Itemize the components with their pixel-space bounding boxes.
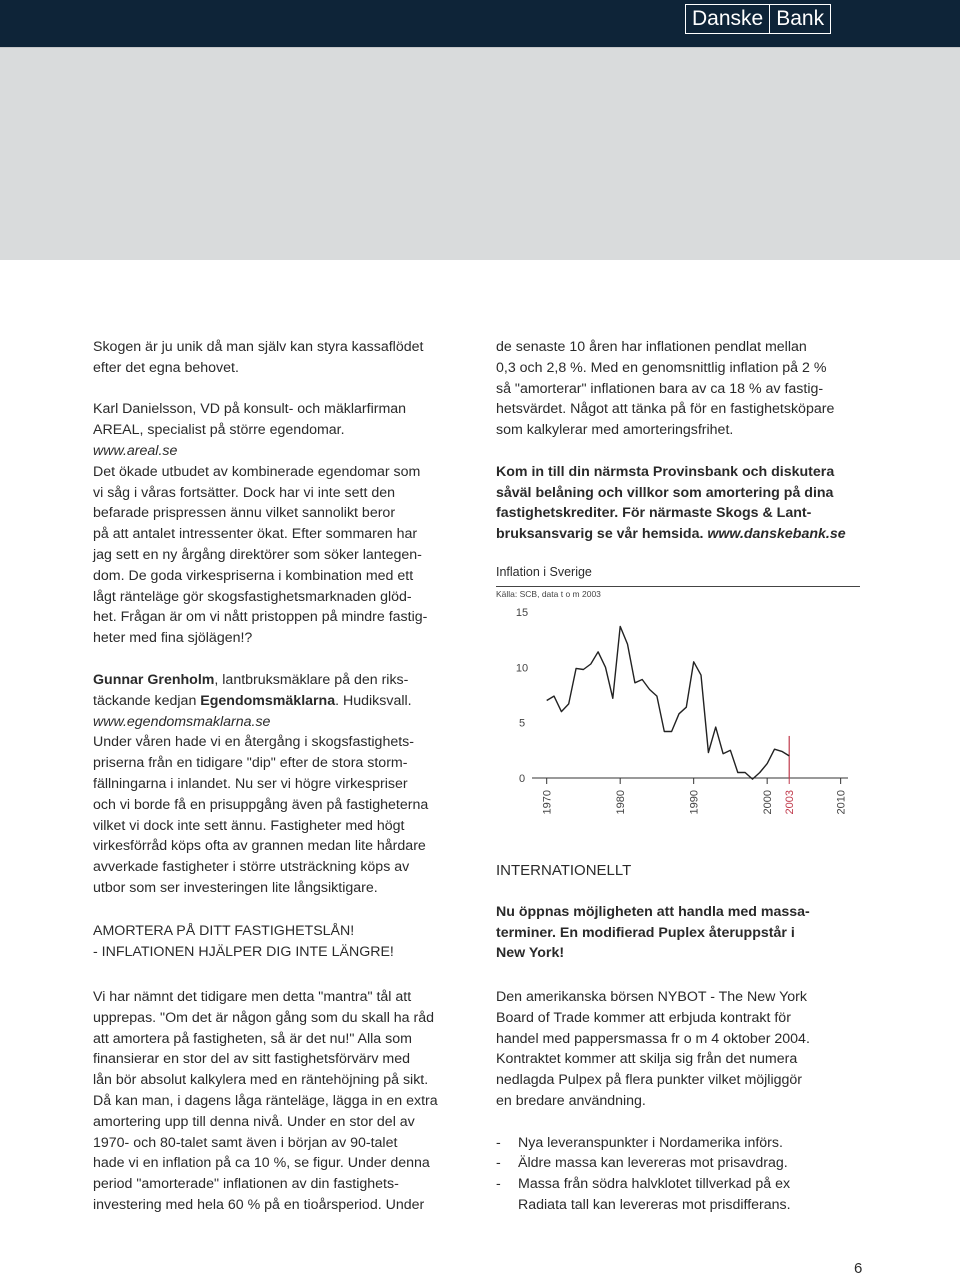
x-tick-label: 1990 (688, 790, 701, 815)
danskebank-link[interactable]: www.danskebank.se (707, 526, 846, 543)
paragraph-line: avverkade fastigheter i större utsträckning köps av (93, 859, 410, 876)
list-item: - Nya leveranspunkter i Nordamerika införs. (496, 1133, 876, 1154)
inflation-series-line (547, 626, 790, 779)
paragraph-line: Det ökade utbudet av kombinerade egendomar som (93, 463, 421, 480)
section-title: INTERNATIONELLT (496, 862, 632, 879)
list-item: - Äldre massa kan levereras mot prisavdrag. (496, 1153, 876, 1174)
intro-lead: New York! (496, 945, 565, 962)
paragraph-line: upprepas. "Om det är någon gång som du skall ha råd (93, 1009, 435, 1026)
paragraph-line: Den amerikanska börsen NYBOT - The New York (496, 989, 807, 1005)
right-column-international (496, 861, 876, 964)
left-column-grenholm (93, 670, 473, 962)
paragraph-line: jag sett en ny årgång direktörer som söker lantegen- (93, 546, 422, 563)
callout-line: fastighetskrediter. För närmaste Skogs & Lant- (496, 505, 812, 522)
paragraph-line: nedlagda Pulpex på flera punkter vilket möjliggör (496, 1072, 803, 1089)
inline-text: Massa från södra halvklotet tillverkad på ex (518, 1176, 791, 1193)
paragraph-line: en bredare användning. (496, 1092, 646, 1109)
person-name: Gunnar Grenholm (93, 672, 215, 688)
logo-word-danske: Danske (692, 7, 764, 30)
inline-text: Radiata tall kan levereras mot prisdifferans. (518, 1196, 791, 1213)
paragraph-line: investering med hela 60 % på en tioårsperiod. Under (93, 1196, 425, 1213)
paragraph-line: vi såg i våras fortsätter. Dock har vi inte sett den (93, 484, 396, 501)
paragraph-line: fällningarna i inlandet. Nu ser vi högre virkespriser (93, 775, 408, 792)
logo-word-bank: Bank (769, 5, 830, 33)
areal-link[interactable]: www.areal.se (93, 442, 178, 459)
paragraph-line: amortering upp till denna nivå. Under en stor del av (93, 1113, 415, 1130)
paragraph-line: utbor som ser investeringen lite långsiktigare. (93, 879, 378, 896)
paragraph-line: som kalkylerar med amorteringsfrihet. (496, 422, 734, 439)
paragraph-line: lågt ränteläge gör skogsfastighetsmarknaden glöd- (93, 588, 412, 605)
paragraph-line (93, 670, 473, 691)
paragraph-line: finansierar en stor del av sitt fastighetsförvärv med (93, 1051, 410, 1068)
chart-title-rule (496, 586, 860, 587)
chart-title: Inflation i Sverige (496, 565, 592, 579)
right-column (496, 337, 876, 545)
x-tick-label: 1970 (541, 790, 554, 815)
bullet-list (496, 1133, 876, 1216)
right-column-body (496, 987, 876, 1216)
paragraph-line: Under våren hade vi en återgång i skogsfastighets- (93, 734, 414, 751)
y-tick-label: 10 (515, 662, 529, 675)
paragraph-line: efter det egna behovet. (93, 359, 239, 376)
paragraph-line: period "amorterade" inflationen av din fastighets- (93, 1176, 399, 1193)
inline-text: täckande kedjan (93, 692, 201, 709)
paragraph-line: på att antalet intressenter ökat. Efter sommaren har (93, 526, 418, 543)
paragraph-line: att amortera på fastigheten, så är det nu!" Alla som (93, 1030, 412, 1047)
callout-line (496, 524, 876, 545)
page-number: 6 (854, 1260, 863, 1277)
paragraph-line: Karl Danielsson, VD på konsult- och mäklarfirman (93, 401, 407, 418)
inline-text: . Hudiksvall. (335, 692, 412, 709)
x-tick-label: 2003 (784, 790, 797, 815)
intro-lead: terminer. En modifierad Puplex återuppstår i (496, 924, 795, 941)
paragraph-line: heter med fina sjölägen!? (93, 630, 253, 647)
paragraph-line: virkesförråd köps ofta av grannen medan lite hårdare (93, 838, 426, 855)
egendomsmaklarna-link[interactable]: www.egendomsmaklarna.se (93, 713, 271, 730)
paragraph-line: 1970- och 80-talet samt även i början av 90-talet (93, 1134, 398, 1151)
callout-line: Kom in till din närmsta Provinsbank och diskutera (496, 463, 835, 480)
inline-text: , lantbruksmäklare på den riks- (214, 672, 409, 688)
paragraph-line: 0,3 och 2,8 %. Med en genomsnittlig inflation på 2 % (496, 359, 827, 376)
inline-text: bruksansvarig se vår hemsida. (496, 526, 708, 543)
inflation-chart (496, 598, 860, 832)
left-column-amortera (93, 987, 473, 1216)
header-divider (0, 47, 960, 48)
intro-lead: Nu öppnas möjligheten att handla med massa- (496, 903, 810, 920)
paragraph-line: de senaste 10 åren har inflationen pendlat mellan (496, 339, 807, 355)
paragraph-line: hetsvärdet. Något att tänka på för en fastighetsköpare (496, 401, 835, 418)
list-item (496, 1174, 876, 1216)
top-bar (0, 0, 960, 47)
paragraph-line: lån bör absolut kalkylera med en räntehöjning på sikt. (93, 1072, 429, 1089)
y-tick-label: 0 (518, 773, 526, 785)
y-tick-label: 5 (518, 717, 526, 730)
paragraph-line: Skogen är ju unik då man själv kan styra kassaflödet (93, 339, 424, 355)
paragraph-line: hade vi en inflation på ca 10 %, se figur. Under denna (93, 1155, 430, 1172)
paragraph-line: och vi borde få en prisuppgång även på fastigheterna (93, 796, 429, 813)
paragraph-line: Board of Trade kommer att erbjuda kontrakt för (496, 1009, 791, 1026)
paragraph-line: så "amorterar" inflationen bara av ca 18 % av fastig- (496, 380, 824, 397)
paragraph-line: het. Frågan är om vi nått pristoppen på mindre fastig- (93, 609, 428, 626)
paragraph-line: AREAL, specialist på större egendomar. (93, 422, 345, 439)
paragraph-line: handel med pappersmassa fr o m 4 oktober 2004. (496, 1030, 810, 1047)
chart-source: Källa: SCB, data t o m 2003 (496, 589, 601, 599)
paragraph-line: vilket vi dock inte sett ännu. Fastigheter med högt (93, 817, 405, 834)
paragraph-line: priserna från en tidigare "dip" efter de stora storm- (93, 755, 408, 772)
paragraph-line: dom. De goda virkespriserna i kombination med ett (93, 567, 414, 584)
section-heading: - INFLATIONEN HJÄLPER DIG INTE LÄNGRE! (93, 943, 394, 960)
section-heading: AMORTERA PÅ DITT FASTIGHETSLÅN! (93, 922, 355, 939)
paragraph-line: Kontraktet kommer att skilja sig från det numera (496, 1051, 798, 1068)
company-name: Egendomsmäklarna (200, 692, 336, 709)
paragraph-line (93, 691, 473, 712)
left-column (93, 337, 473, 649)
paragraph-line: befarade prispressen ännu vilket sannolikt beror (93, 505, 396, 522)
x-tick-label: 2010 (835, 790, 848, 815)
y-tick-label: 15 (515, 607, 529, 619)
paragraph-line: Vi har nämnt det tidigare men detta "mantra" tål att (93, 989, 412, 1005)
danske-bank-logo[interactable] (685, 4, 831, 34)
callout-line: såväl belåning och villkor som amortering på dina (496, 484, 834, 501)
x-tick-label: 2000 (762, 790, 775, 815)
paragraph-line: Då kan man, i dagens låga ränteläge, lägga in en extra (93, 1092, 438, 1109)
x-tick-label: 1980 (615, 790, 628, 815)
